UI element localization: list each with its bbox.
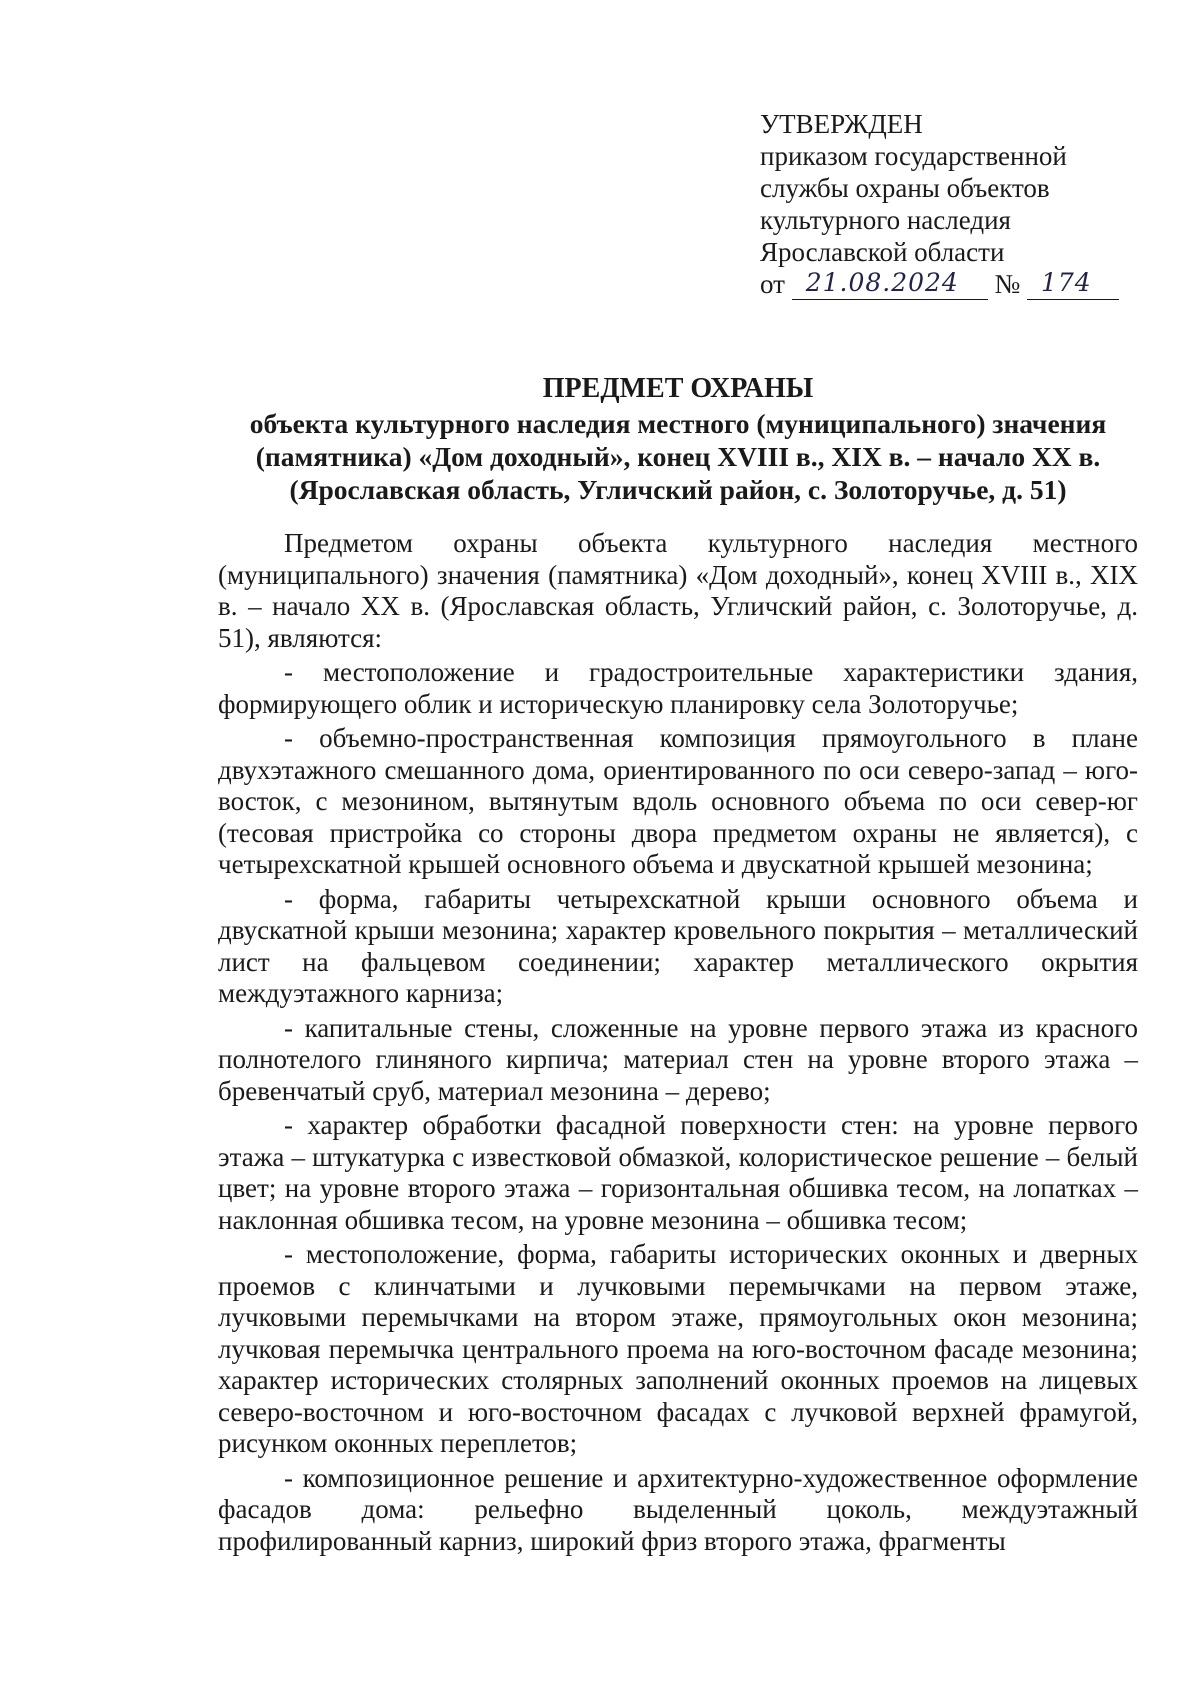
date-blank — [792, 269, 988, 300]
title-line: объекта культурного наследия местного (муниципального) значения — [249, 408, 1107, 439]
title-line: (Ярославская область, Угличский район, с. Золоторучье, д. 51) — [289, 474, 1067, 505]
list-item: - композиционное решение и архитектурно-художественное оформление фасадов дома: рельефно выделенный цоколь, междуэтажный профилированный карниз, широкий фриз второго этажа, фрагменты — [218, 1462, 1138, 1556]
document-title — [218, 372, 1138, 506]
title-line: (памятника) «Дом доходный», конец XVIII в., XIX в. – начало XX в. — [255, 441, 1101, 472]
approval-stamp — [760, 108, 1180, 300]
intro-paragraph: Предметом охраны объекта культурного наследия местного (муниципального) значения (памятника) «Дом доходный», конец XVIII в., XIX в. – начало XX в. (Ярославская область, Угличский район, с. Золоторучье, д. 51), являются: — [218, 528, 1138, 653]
number-label: № — [994, 269, 1021, 299]
list-item: - объемно-пространственная композиция прямоугольного в плане двухэтажного смешанного дома, ориентированного по оси северо-запад – юго-восток, с мезонином, вытянутым вдоль основного объема по оси север-юг (тесовая пристройка со стороны двора предметом охраны не является), с четырехскатной крышей основного объема и двускатной крышей мезонина; — [218, 723, 1138, 879]
list-item: - капитальные стены, сложенные на уровне первого этажа из красного полнотелого глиняного кирпича; материал стен на уровне второго этажа – бревенчатый сруб, материал мезонина – дерево; — [218, 1012, 1138, 1106]
list-item: - форма, габариты четырехскатной крыши основного объема и двускатной крыши мезонина; характер кровельного покрытия – металлический лист на фальцевом соединении; характер металлического окрытия междуэтажного карниза; — [218, 883, 1138, 1008]
from-label: от — [760, 269, 785, 299]
list-item: - местоположение и градостроительные характеристики здания, формирующего облик и историческую планировку села Золоторучье; — [218, 657, 1138, 719]
list-item: - характер обработки фасадной поверхности стен: на уровне первого этажа – штукатурка с известковой обмазкой, колористическое решение – белый цвет; на уровне второго этажа – горизонтальная обшивка тесом, на лопатках – наклонная обшивка тесом, на уровне мезонина – обшивка тесом; — [218, 1110, 1138, 1235]
title-main: ПРЕДМЕТ ОХРАНЫ — [542, 373, 814, 404]
approval-line: приказом государственной — [760, 141, 1067, 171]
approval-date-line — [760, 268, 1180, 300]
approval-line: службы охраны объектов — [760, 173, 1050, 203]
approval-line: Ярославской области — [760, 237, 1005, 267]
handwritten-date: 21.08.2024 — [805, 268, 959, 297]
number-blank — [1027, 269, 1119, 300]
document-body — [218, 528, 1138, 1560]
approval-heading: УТВЕРЖДЕН — [760, 109, 923, 139]
approval-line: культурного наследия — [760, 205, 1011, 235]
list-item: - местоположение, форма, габариты исторических оконных и дверных проемов с клинчатыми и лучковыми перемычками на первом этаже, лучковыми перемычками на втором этаже, прямоугольных окон мезонина; лучковая перемычка центрального проема на юго-восточном фасаде мезонина; характер исторических столярных заполнений оконных проемов на лицевых северо-восточном и юго-восточном фасадах с лучковой верхней фрамугой, рисунком оконных переплетов; — [218, 1239, 1138, 1458]
handwritten-number: 174 — [1040, 268, 1092, 297]
